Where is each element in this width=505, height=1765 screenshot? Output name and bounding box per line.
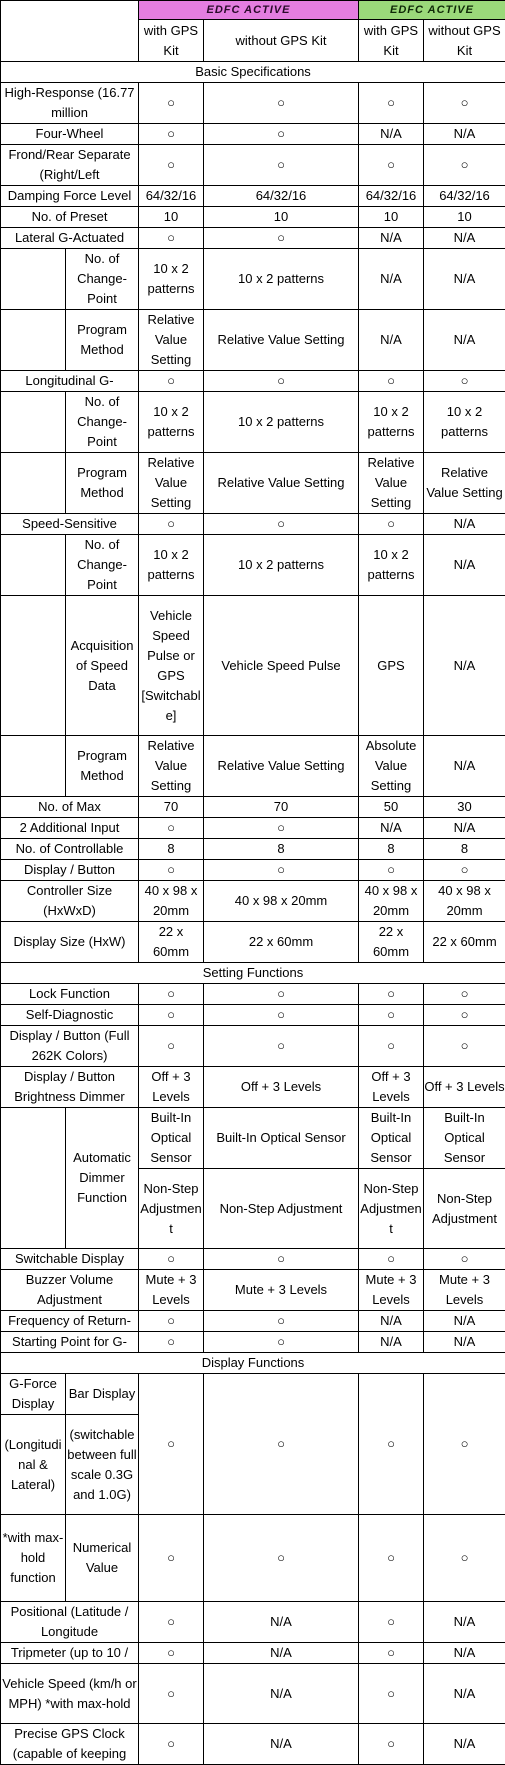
row-cell: 10 x 2 patterns bbox=[204, 535, 359, 596]
row-sublabel: No. of Change-Point bbox=[66, 392, 139, 453]
row-cell: ○ bbox=[139, 1602, 204, 1643]
row-cell: ○ bbox=[204, 1005, 359, 1026]
row-cell: ○ bbox=[424, 1249, 505, 1270]
row-cell: N/A bbox=[424, 1664, 505, 1724]
row-cell: Relative Value Setting bbox=[139, 453, 204, 514]
row-cell: ○ bbox=[204, 83, 359, 124]
row-cell: Non-Step Adjustment bbox=[139, 1169, 204, 1249]
row-cell: ○ bbox=[204, 1026, 359, 1067]
header-blank-cell bbox=[1, 1, 139, 62]
row-label: Display Size (HxW) bbox=[1, 922, 139, 963]
row-cell: ○ bbox=[424, 1515, 505, 1602]
row-label: Lateral G-Actuated bbox=[1, 228, 139, 249]
row-cell: 22 x 60mm bbox=[359, 922, 424, 963]
row-cell: 10 x 2 patterns bbox=[359, 392, 424, 453]
row-cell: ○ bbox=[204, 1311, 359, 1332]
row-cell: Built-In Optical Sensor bbox=[424, 1108, 505, 1169]
row-cell: ○ bbox=[204, 145, 359, 186]
row-label: No. of Controllable bbox=[1, 839, 139, 860]
table-row bbox=[1, 83, 505, 124]
row-cell: 50 bbox=[359, 797, 424, 818]
indent-cell bbox=[1, 1108, 66, 1249]
table-row bbox=[1, 984, 505, 1005]
row-label: Self-Diagnostic bbox=[1, 1005, 139, 1026]
row-cell: 10 bbox=[359, 207, 424, 228]
row-cell: Built-In Optical Sensor bbox=[359, 1108, 424, 1169]
row-cell: N/A bbox=[359, 124, 424, 145]
row-cell: Non-Step Adjustment bbox=[204, 1169, 359, 1249]
row-cell: 64/32/16 bbox=[204, 186, 359, 207]
row-label: Lock Function bbox=[1, 984, 139, 1005]
row-cell: N/A bbox=[424, 249, 505, 310]
row-cell: Relative Value Setting bbox=[359, 453, 424, 514]
indent-cell bbox=[1, 736, 66, 797]
indent-cell bbox=[1, 535, 66, 596]
row-cell: 10 bbox=[424, 207, 505, 228]
row-sublabel: Numerical Value bbox=[66, 1515, 139, 1602]
row-cell: ○ bbox=[359, 984, 424, 1005]
row-cell: 10 x 2 patterns bbox=[424, 392, 505, 453]
row-cell: ○ bbox=[139, 1332, 204, 1353]
row-cell: ○ bbox=[139, 1374, 204, 1515]
row-cell: N/A bbox=[204, 1724, 359, 1765]
row-cell: 70 bbox=[204, 797, 359, 818]
table-row bbox=[1, 596, 505, 736]
table-row bbox=[1, 1664, 505, 1724]
row-cell: ○ bbox=[204, 818, 359, 839]
table-row bbox=[1, 145, 505, 186]
table-row bbox=[1, 124, 505, 145]
row-cell: 64/32/16 bbox=[359, 186, 424, 207]
row-label: Tripmeter (up to 10 / bbox=[1, 1643, 139, 1664]
table-row bbox=[1, 881, 505, 922]
row-sublabel: Program Method bbox=[66, 736, 139, 797]
row-label: Speed-Sensitive bbox=[1, 514, 139, 535]
section-setting bbox=[1, 963, 505, 984]
col-header-1: with GPS Kit bbox=[139, 20, 204, 62]
row-cell: ○ bbox=[204, 1249, 359, 1270]
row-label: No. of Preset bbox=[1, 207, 139, 228]
row-label: Damping Force Level bbox=[1, 186, 139, 207]
row-cell: Mute + 3 Levels bbox=[204, 1270, 359, 1311]
indent-cell bbox=[1, 596, 66, 736]
table-row bbox=[1, 1332, 505, 1353]
row-cell: Relative Value Setting bbox=[139, 736, 204, 797]
row-cell: N/A bbox=[424, 1332, 505, 1353]
row-cell: ○ bbox=[139, 83, 204, 124]
row-cell: ○ bbox=[139, 1311, 204, 1332]
row-cell: 8 bbox=[204, 839, 359, 860]
table-row bbox=[1, 1005, 505, 1026]
row-cell: ○ bbox=[424, 145, 505, 186]
row-cell: 10 bbox=[139, 207, 204, 228]
row-cell: 40 x 98 x 20mm bbox=[139, 881, 204, 922]
row-cell: 22 x 60mm bbox=[424, 922, 505, 963]
row-sublabel: Program Method bbox=[66, 453, 139, 514]
row-label: Vehicle Speed (km/h or MPH) *with max-hold bbox=[1, 1664, 139, 1724]
row-cell: ○ bbox=[424, 1026, 505, 1067]
row-cell: N/A bbox=[359, 228, 424, 249]
section-title-setting: Setting Functions bbox=[1, 963, 505, 984]
row-cell: ○ bbox=[204, 514, 359, 535]
row-cell: ○ bbox=[424, 984, 505, 1005]
table-row bbox=[1, 1515, 505, 1602]
row-cell: Off + 3 Levels bbox=[204, 1067, 359, 1108]
row-cell: N/A bbox=[424, 310, 505, 371]
row-cell: 8 bbox=[139, 839, 204, 860]
row-cell: 70 bbox=[139, 797, 204, 818]
row-label: Display / Button (Full 262K Colors) bbox=[1, 1026, 139, 1067]
edfc-active-logo bbox=[359, 1, 505, 20]
edfc-active-gps-logo bbox=[139, 1, 359, 20]
table-row bbox=[1, 514, 505, 535]
row-cell: ○ bbox=[359, 1374, 424, 1515]
row-cell: ○ bbox=[139, 371, 204, 392]
row-cell: N/A bbox=[424, 1602, 505, 1643]
row-label: *with max-hold function bbox=[1, 1515, 66, 1602]
row-label: (Longitudinal & Lateral) bbox=[1, 1415, 66, 1515]
row-cell: 22 x 60mm bbox=[139, 922, 204, 963]
row-sublabel: Automatic Dimmer Function bbox=[66, 1108, 139, 1249]
row-cell: ○ bbox=[424, 860, 505, 881]
row-cell: ○ bbox=[204, 984, 359, 1005]
row-cell: 64/32/16 bbox=[139, 186, 204, 207]
table-row bbox=[1, 922, 505, 963]
row-cell: 10 x 2 patterns bbox=[139, 249, 204, 310]
row-label: Frequency of Return- bbox=[1, 1311, 139, 1332]
row-label: Precise GPS Clock (capable of keeping bbox=[1, 1724, 139, 1765]
row-cell: ○ bbox=[359, 1724, 424, 1765]
row-cell: ○ bbox=[204, 1515, 359, 1602]
row-cell: Relative Value Setting bbox=[424, 453, 505, 514]
row-cell: ○ bbox=[139, 1515, 204, 1602]
table-row bbox=[1, 1067, 505, 1108]
row-cell: ○ bbox=[139, 818, 204, 839]
table-row bbox=[1, 535, 505, 596]
row-cell: 40 x 98 x 20mm bbox=[359, 881, 424, 922]
row-label: Display / Button bbox=[1, 860, 139, 881]
section-title-display: Display Functions bbox=[1, 1353, 505, 1374]
row-cell: ○ bbox=[359, 1643, 424, 1664]
row-cell: N/A bbox=[424, 596, 505, 736]
indent-cell bbox=[1, 249, 66, 310]
row-cell: 10 x 2 patterns bbox=[204, 249, 359, 310]
row-label: No. of Max bbox=[1, 797, 139, 818]
row-cell: ○ bbox=[359, 1026, 424, 1067]
row-cell: N/A bbox=[424, 514, 505, 535]
row-sublabel: No. of Change-Point bbox=[66, 249, 139, 310]
section-display bbox=[1, 1353, 505, 1374]
table-row bbox=[1, 839, 505, 860]
row-cell: ○ bbox=[139, 228, 204, 249]
row-cell: 64/32/16 bbox=[424, 186, 505, 207]
row-cell: 10 x 2 patterns bbox=[359, 535, 424, 596]
row-cell: ○ bbox=[359, 860, 424, 881]
row-cell: ○ bbox=[204, 228, 359, 249]
col-header-3: with GPS Kit bbox=[359, 20, 424, 62]
row-cell: 8 bbox=[424, 839, 505, 860]
row-cell: ○ bbox=[139, 1643, 204, 1664]
row-cell: Mute + 3 Levels bbox=[139, 1270, 204, 1311]
row-cell: N/A bbox=[424, 1724, 505, 1765]
row-cell: N/A bbox=[424, 1311, 505, 1332]
row-cell: ○ bbox=[204, 371, 359, 392]
row-cell: Mute + 3 Levels bbox=[424, 1270, 505, 1311]
row-cell: GPS bbox=[359, 596, 424, 736]
row-cell: 30 bbox=[424, 797, 505, 818]
table-row bbox=[1, 207, 505, 228]
row-cell: Vehicle Speed Pulse or GPS [Switchable] bbox=[139, 596, 204, 736]
row-cell: Absolute Value Setting bbox=[359, 736, 424, 797]
row-cell: N/A bbox=[204, 1602, 359, 1643]
table-row bbox=[1, 1602, 505, 1643]
table-row bbox=[1, 392, 505, 453]
row-cell: ○ bbox=[139, 124, 204, 145]
row-sublabel: Acquisition of Speed Data bbox=[66, 596, 139, 736]
row-cell: N/A bbox=[204, 1664, 359, 1724]
row-cell: N/A bbox=[359, 1311, 424, 1332]
row-cell: ○ bbox=[204, 860, 359, 881]
row-cell: N/A bbox=[424, 124, 505, 145]
row-cell: Relative Value Setting bbox=[204, 453, 359, 514]
row-cell: ○ bbox=[424, 1005, 505, 1026]
table-row bbox=[1, 1374, 505, 1415]
table-row bbox=[1, 453, 505, 514]
row-cell: ○ bbox=[424, 1374, 505, 1515]
row-cell: ○ bbox=[139, 1664, 204, 1724]
row-cell: ○ bbox=[139, 145, 204, 186]
row-cell: N/A bbox=[359, 1332, 424, 1353]
row-cell: ○ bbox=[139, 1249, 204, 1270]
row-cell: Vehicle Speed Pulse bbox=[204, 596, 359, 736]
row-cell: ○ bbox=[139, 860, 204, 881]
table-row bbox=[1, 1026, 505, 1067]
table-row bbox=[1, 1249, 505, 1270]
row-cell: Off + 3 Levels bbox=[139, 1067, 204, 1108]
table-row bbox=[1, 310, 505, 371]
row-cell: 10 bbox=[204, 207, 359, 228]
row-label: Buzzer Volume Adjustment bbox=[1, 1270, 139, 1311]
row-cell: ○ bbox=[359, 1005, 424, 1026]
col-header-2: without GPS Kit bbox=[204, 20, 359, 62]
row-cell: 40 x 98 x 20mm bbox=[424, 881, 505, 922]
row-cell: Relative Value Setting bbox=[139, 310, 204, 371]
row-label: 2 Additional Input bbox=[1, 818, 139, 839]
row-cell: ○ bbox=[204, 1374, 359, 1515]
row-cell: N/A bbox=[424, 818, 505, 839]
row-cell: 10 x 2 patterns bbox=[139, 535, 204, 596]
row-cell: ○ bbox=[359, 145, 424, 186]
section-basic bbox=[1, 62, 505, 83]
row-cell: ○ bbox=[204, 124, 359, 145]
row-cell: ○ bbox=[424, 83, 505, 124]
row-label: High-Response (16.77 million bbox=[1, 83, 139, 124]
row-sublabel: No. of Change-Point bbox=[66, 535, 139, 596]
table-row bbox=[1, 249, 505, 310]
row-cell: Built-In Optical Sensor bbox=[204, 1108, 359, 1169]
row-cell: Off + 3 Levels bbox=[424, 1067, 505, 1108]
indent-cell bbox=[1, 310, 66, 371]
row-cell: 10 x 2 patterns bbox=[139, 392, 204, 453]
table-row bbox=[1, 860, 505, 881]
row-cell: Relative Value Setting bbox=[204, 736, 359, 797]
table-row bbox=[1, 228, 505, 249]
row-cell: N/A bbox=[424, 736, 505, 797]
row-cell: Relative Value Setting bbox=[204, 310, 359, 371]
row-cell: ○ bbox=[139, 1026, 204, 1067]
row-cell: Non-Step Adjustment bbox=[424, 1169, 505, 1249]
row-label: Positional (Latitude / Longitude bbox=[1, 1602, 139, 1643]
row-cell: Non-Step Adjustment bbox=[359, 1169, 424, 1249]
row-sublabel: Program Method bbox=[66, 310, 139, 371]
table-row bbox=[1, 818, 505, 839]
row-cell: N/A bbox=[204, 1643, 359, 1664]
row-cell: ○ bbox=[139, 1005, 204, 1026]
logo-a-text: EDFC ACTIVE bbox=[139, 1, 358, 19]
row-label: Starting Point for G- bbox=[1, 1332, 139, 1353]
row-cell: ○ bbox=[424, 371, 505, 392]
row-cell: N/A bbox=[359, 818, 424, 839]
row-cell: N/A bbox=[424, 1643, 505, 1664]
row-cell: N/A bbox=[359, 249, 424, 310]
row-cell: ○ bbox=[359, 1515, 424, 1602]
table-row bbox=[1, 371, 505, 392]
row-sublabel: Bar Display bbox=[66, 1374, 139, 1415]
col-header-4: without GPS Kit bbox=[424, 20, 505, 62]
row-cell: ○ bbox=[359, 83, 424, 124]
table-row bbox=[1, 1108, 505, 1169]
row-cell: Mute + 3 Levels bbox=[359, 1270, 424, 1311]
row-cell: ○ bbox=[139, 514, 204, 535]
table-row bbox=[1, 1270, 505, 1311]
row-cell: ○ bbox=[359, 1602, 424, 1643]
row-label: Frond/Rear Separate (Right/Left bbox=[1, 145, 139, 186]
row-cell: Built-In Optical Sensor bbox=[139, 1108, 204, 1169]
row-cell: 8 bbox=[359, 839, 424, 860]
row-label: Switchable Display bbox=[1, 1249, 139, 1270]
row-cell: ○ bbox=[139, 1724, 204, 1765]
row-cell: N/A bbox=[359, 310, 424, 371]
indent-cell bbox=[1, 453, 66, 514]
row-label: Display / Button Brightness Dimmer bbox=[1, 1067, 139, 1108]
row-label: G-Force Display bbox=[1, 1374, 66, 1415]
logo-row bbox=[1, 1, 505, 20]
row-cell: 22 x 60mm bbox=[204, 922, 359, 963]
row-cell: ○ bbox=[139, 984, 204, 1005]
row-cell: ○ bbox=[359, 1664, 424, 1724]
row-cell: Off + 3 Levels bbox=[359, 1067, 424, 1108]
row-cell: N/A bbox=[424, 228, 505, 249]
row-cell: ○ bbox=[359, 1249, 424, 1270]
table-row bbox=[1, 736, 505, 797]
indent-cell bbox=[1, 392, 66, 453]
row-cell: ○ bbox=[359, 514, 424, 535]
table-row bbox=[1, 1311, 505, 1332]
row-cell: 10 x 2 patterns bbox=[204, 392, 359, 453]
table-row bbox=[1, 1724, 505, 1765]
table-row bbox=[1, 1643, 505, 1664]
row-cell: ○ bbox=[359, 371, 424, 392]
row-label: Longitudinal G- bbox=[1, 371, 139, 392]
logo-b-text: EDFC ACTIVE bbox=[359, 1, 505, 19]
row-cell: N/A bbox=[424, 535, 505, 596]
section-title-basic: Basic Specifications bbox=[1, 62, 505, 83]
row-sublabel: (switchable between full scale 0.3G and 1.0G) bbox=[66, 1415, 139, 1515]
row-label: Controller Size (HxWxD) bbox=[1, 881, 139, 922]
row-cell: ○ bbox=[204, 1332, 359, 1353]
table-row bbox=[1, 797, 505, 818]
row-label: Four-Wheel bbox=[1, 124, 139, 145]
table-row bbox=[1, 186, 505, 207]
row-cell: 40 x 98 x 20mm bbox=[204, 881, 359, 922]
